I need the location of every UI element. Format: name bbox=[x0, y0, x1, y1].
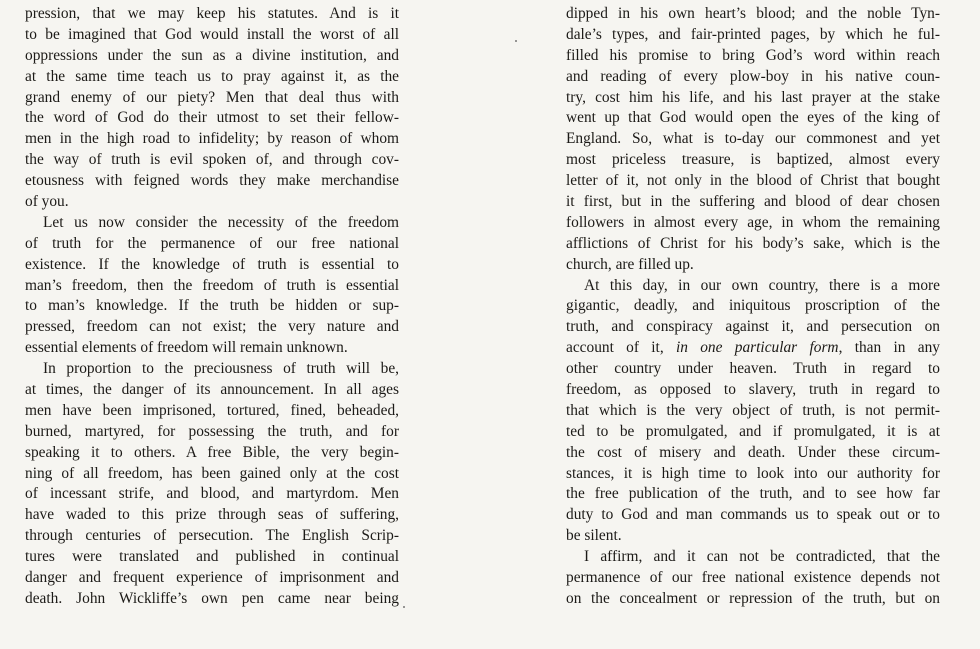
left-page-line: men in the high road to infidelity; by reason of whom bbox=[25, 130, 399, 148]
left-page-line: of you. bbox=[25, 193, 69, 211]
right-page-line: truth, and conspiracy against it, and persecution on bbox=[566, 318, 940, 336]
left-page-line: existence. If the knowledge of truth is essential to bbox=[25, 255, 399, 273]
right-page-line: be silent. bbox=[566, 527, 622, 545]
left-page-line: man’s freedom, then the freedom of truth is essential bbox=[25, 276, 399, 294]
right-page-line: England. So, what is to-day our commonest and yet bbox=[566, 130, 940, 148]
right-page-line: went up that God would open the eyes of the king of bbox=[566, 109, 940, 127]
right-page-line: gigantic, deadly, and iniquitous proscription of the bbox=[566, 297, 940, 315]
left-page-line: to be imagined that God would install the worst of all bbox=[25, 25, 399, 43]
left-page-line: pressed, freedom can not exist; the very nature and bbox=[25, 318, 399, 336]
left-page-line: at the same time teach us to pray against it, as the bbox=[25, 67, 399, 85]
left-page-line: pression, that we may keep his statutes. And is it bbox=[25, 5, 399, 22]
right-page-line: other country under heaven. Truth in regard to bbox=[566, 360, 940, 378]
left-page-line: essential elements of freedom will remain unknown. bbox=[25, 339, 348, 357]
left-page-line: of truth for the permanence of our free national bbox=[25, 234, 399, 252]
right-page-line: permanence of our free national existence depends not bbox=[566, 569, 940, 587]
left-page-line: the word of God do their utmost to set their fellow- bbox=[25, 109, 399, 127]
left-page-line: speaking it to others. A free Bible, the very begin- bbox=[25, 443, 399, 461]
right-page-line: stances, it is high time to look into our authority for bbox=[566, 464, 940, 482]
left-page-line: burned, martyred, for possessing the truth, and for bbox=[25, 422, 399, 440]
left-page-line: of incessant strife, and blood, and martyrdom. Men bbox=[25, 485, 399, 503]
right-page-line: on the concealment or repression of the truth, but on bbox=[566, 589, 940, 607]
right-page-line: afflictions of Christ for his body’s sake, which is the bbox=[566, 234, 940, 252]
right-page-line: the cost of misery and death. Under these circum- bbox=[566, 443, 940, 461]
right-page-line: dale’s types, and fair-printed pages, by which he ful- bbox=[566, 25, 940, 43]
left-page-line: have waded to this prize through seas of suffering, bbox=[25, 506, 399, 524]
left-page-line: danger and frequent experience of imprisonment and bbox=[25, 569, 399, 587]
right-page-line: the free publication of the truth, and to see how far bbox=[566, 485, 940, 503]
right-page-line: and reading of every plow-boy in his native coun- bbox=[566, 67, 940, 85]
left-page-line: etousness with feigned words they make merchandise bbox=[25, 172, 399, 190]
left-page-line: to man’s knowledge. If the truth be hidden or sup- bbox=[25, 297, 399, 315]
line-segment: account of it, bbox=[566, 339, 676, 357]
left-page-line: oppressions under the sun as a divine institution, and bbox=[25, 46, 399, 64]
right-page-line: At this day, in our own country, there is a more bbox=[584, 276, 940, 294]
right-page-line: letter of it, not only in the blood of Christ that bought bbox=[566, 172, 940, 190]
italic-phrase: in one particular form bbox=[675, 339, 839, 357]
right-page-line: it first, but in the suffering and blood of dear chosen bbox=[566, 193, 940, 211]
left-page-line: the way of truth is evil spoken of, and through cov- bbox=[25, 151, 399, 169]
right-page-line: duty to God and man commands us to speak out or to bbox=[566, 506, 940, 524]
left-page-line: tures were translated and published in continual bbox=[25, 548, 399, 566]
line-segment: , than in any bbox=[838, 339, 940, 357]
right-page bbox=[566, 0, 940, 610]
left-page-line: grand enemy of our piety? Men that deal thus with bbox=[25, 88, 399, 106]
paper-speck bbox=[403, 606, 405, 608]
left-page bbox=[25, 0, 399, 610]
left-page-line: men have been imprisoned, tortured, fined, beheaded, bbox=[25, 401, 399, 419]
right-page-line: dipped in his own heart’s blood; and the noble Tyn- bbox=[566, 5, 940, 22]
right-page-line: ted to be promulgated, and if promulgated, it is at bbox=[566, 422, 940, 440]
left-page-line: death. John Wickliffe’s own pen came near being bbox=[25, 589, 399, 607]
paper-speck bbox=[515, 40, 517, 42]
right-page-line: that which is the very object of truth, is not permit- bbox=[566, 401, 940, 419]
left-page-line: at times, the danger of its announcement. In all ages bbox=[25, 381, 399, 399]
left-page-line: Let us now consider the necessity of the freedom bbox=[43, 213, 399, 231]
right-page-line: I affirm, and it can not be contradicted, that the bbox=[584, 548, 940, 566]
right-page-line: try, cost him his life, and his last prayer at the stake bbox=[566, 88, 940, 106]
right-page-line: church, are filled up. bbox=[566, 255, 694, 273]
right-page-line: filled his promise to bring God’s word within reach bbox=[566, 46, 940, 64]
right-page-line: followers in almost every age, in whom the remaining bbox=[566, 213, 940, 231]
right-page-line: most priceless treasure, is baptized, almost every bbox=[566, 151, 940, 169]
left-page-line: ning of all freedom, has been gained only at the cost bbox=[25, 464, 399, 482]
right-page-line: freedom, as opposed to slavery, truth in regard to bbox=[566, 381, 940, 399]
left-page-line: In proportion to the preciousness of truth will be, bbox=[43, 360, 399, 378]
left-page-line: through centuries of persecution. The English Scrip- bbox=[25, 527, 399, 545]
right-page-line bbox=[566, 338, 940, 359]
